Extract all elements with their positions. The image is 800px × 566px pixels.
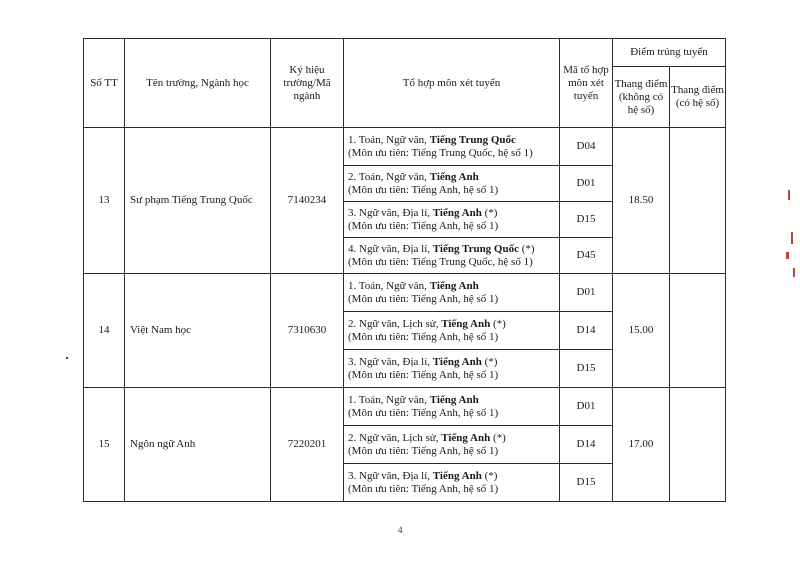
combo-mark: (*) — [481, 355, 498, 368]
subject-combo — [344, 202, 560, 238]
combo-subjects — [348, 470, 559, 483]
combo-subjects-text: 1. Toán, Ngữ văn, — [348, 393, 430, 406]
combo-subjects — [348, 318, 559, 331]
subject-combo — [344, 388, 560, 426]
table-row — [84, 274, 726, 312]
combo-subjects — [348, 134, 559, 147]
header-stt: Số TT — [84, 39, 125, 128]
combo-subjects-text: 2. Toán, Ngữ văn, — [348, 170, 430, 183]
subject-combo — [344, 464, 560, 502]
major-code: 7220201 — [271, 388, 344, 502]
table-row — [84, 388, 726, 426]
combo-mark: (*) — [490, 317, 506, 330]
major-code: 7140234 — [271, 128, 344, 274]
combo-code: D45 — [560, 238, 613, 274]
combo-priority-subject: Tiếng Anh — [441, 431, 491, 444]
combo-priority-subject: Tiếng Anh — [432, 355, 482, 368]
combo-priority-note: (Môn ưu tiên: Tiếng Anh, hệ số 1) — [348, 444, 499, 457]
header-code: Ký hiệu trường/Mã ngành — [271, 39, 344, 128]
combo-mark: (*) — [481, 469, 498, 482]
major-code: 7310630 — [271, 274, 344, 388]
combo-subjects-text: 1. Toán, Ngữ văn, — [348, 279, 430, 292]
major-name: Việt Nam học — [125, 274, 271, 388]
header-school-major: Tên trường, Ngành học — [125, 39, 271, 128]
subject-combo — [344, 166, 560, 202]
combo-subjects-text: 3. Ngữ văn, Địa lí, — [348, 355, 433, 368]
score-unweighted: 18.50 — [613, 128, 670, 274]
admission-table — [83, 38, 726, 502]
header-score: Điểm trúng tuyển — [613, 39, 726, 67]
combo-subjects-text: 3. Ngữ văn, Địa lí, — [348, 206, 433, 219]
combo-priority-subject: Tiếng Anh — [432, 469, 482, 482]
combo-subjects — [348, 432, 559, 445]
combo-subjects — [348, 171, 559, 184]
combo-code: D15 — [560, 202, 613, 238]
combo-mark: (*) — [519, 242, 535, 255]
combo-priority-note: (Môn ưu tiên: Tiếng Anh, hệ số 1) — [348, 368, 499, 381]
score-weighted — [670, 128, 726, 274]
combo-mark: (*) — [490, 431, 506, 444]
combo-subjects — [348, 394, 559, 407]
scan-mark — [786, 252, 789, 259]
subject-combo — [344, 312, 560, 350]
combo-priority-note: (Môn ưu tiên: Tiếng Trung Quốc, hệ số 1) — [348, 255, 533, 268]
combo-priority-note: (Môn ưu tiên: Tiếng Anh, hệ số 1) — [348, 183, 499, 196]
header-score-unweighted: Thang điểm (không có hệ số) — [613, 67, 670, 128]
scan-mark — [793, 268, 795, 277]
combo-priority-note: (Môn ưu tiên: Tiếng Anh, hệ số 1) — [348, 219, 499, 232]
major-name: Ngôn ngữ Anh — [125, 388, 271, 502]
combo-subjects — [348, 356, 559, 369]
combo-priority-note: (Môn ưu tiên: Tiếng Anh, hệ số 1) — [348, 482, 499, 495]
combo-code: D15 — [560, 464, 613, 502]
combo-subjects — [348, 280, 559, 293]
combo-priority-subject: Tiếng Anh — [429, 170, 479, 183]
subject-combo — [344, 238, 560, 274]
subject-combo — [344, 350, 560, 388]
combo-subjects-text: 2. Ngữ văn, Lịch sử, — [348, 431, 442, 444]
combo-priority-subject: Tiếng Anh — [429, 393, 479, 406]
combo-mark: (*) — [481, 206, 498, 219]
row-stt: 15 — [84, 388, 125, 502]
header-combo-code: Mã tổ hợp môn xét tuyển — [560, 39, 613, 128]
combo-priority-subject: Tiếng Trung Quốc — [432, 242, 519, 255]
table-row — [84, 128, 726, 166]
header-score-weighted: Thang điểm (có hệ số) — [670, 67, 726, 128]
combo-priority-subject: Tiếng Anh — [441, 317, 491, 330]
score-weighted — [670, 388, 726, 502]
score-unweighted: 15.00 — [613, 274, 670, 388]
combo-code: D01 — [560, 388, 613, 426]
combo-priority-note: (Môn ưu tiên: Tiếng Anh, hệ số 1) — [348, 330, 499, 343]
score-weighted — [670, 274, 726, 388]
combo-priority-note: (Môn ưu tiên: Tiếng Anh, hệ số 1) — [348, 406, 499, 419]
combo-subjects-text: 3. Ngữ văn, Địa lí, — [348, 469, 433, 482]
scan-dot — [66, 357, 68, 359]
combo-subjects — [348, 207, 559, 220]
combo-subjects — [348, 243, 559, 256]
row-stt: 14 — [84, 274, 125, 388]
combo-priority-note: (Môn ưu tiên: Tiếng Anh, hệ số 1) — [348, 292, 499, 305]
subject-combo — [344, 426, 560, 464]
scan-mark — [788, 190, 790, 200]
combo-code: D01 — [560, 274, 613, 312]
row-stt: 13 — [84, 128, 125, 274]
combo-subjects-text: 2. Ngữ văn, Lịch sử, — [348, 317, 442, 330]
page-number: 4 — [398, 525, 403, 535]
major-name: Sư phạm Tiếng Trung Quốc — [125, 128, 271, 274]
combo-subjects-text: 1. Toán, Ngữ văn, — [348, 133, 430, 146]
combo-code: D15 — [560, 350, 613, 388]
combo-code: D04 — [560, 128, 613, 166]
subject-combo — [344, 274, 560, 312]
combo-code: D14 — [560, 426, 613, 464]
score-unweighted: 17.00 — [613, 388, 670, 502]
header-subject-combo: Tổ hợp môn xét tuyển — [344, 39, 560, 128]
combo-priority-subject: Tiếng Trung Quốc — [429, 133, 516, 146]
combo-code: D14 — [560, 312, 613, 350]
table-body — [84, 128, 726, 502]
subject-combo — [344, 128, 560, 166]
combo-subjects-text: 4. Ngữ văn, Địa lí, — [348, 242, 433, 255]
combo-code: D01 — [560, 166, 613, 202]
combo-priority-subject: Tiếng Anh — [429, 279, 479, 292]
scan-mark — [791, 232, 793, 244]
combo-priority-subject: Tiếng Anh — [432, 206, 482, 219]
combo-priority-note: (Môn ưu tiên: Tiếng Trung Quốc, hệ số 1) — [348, 146, 533, 159]
